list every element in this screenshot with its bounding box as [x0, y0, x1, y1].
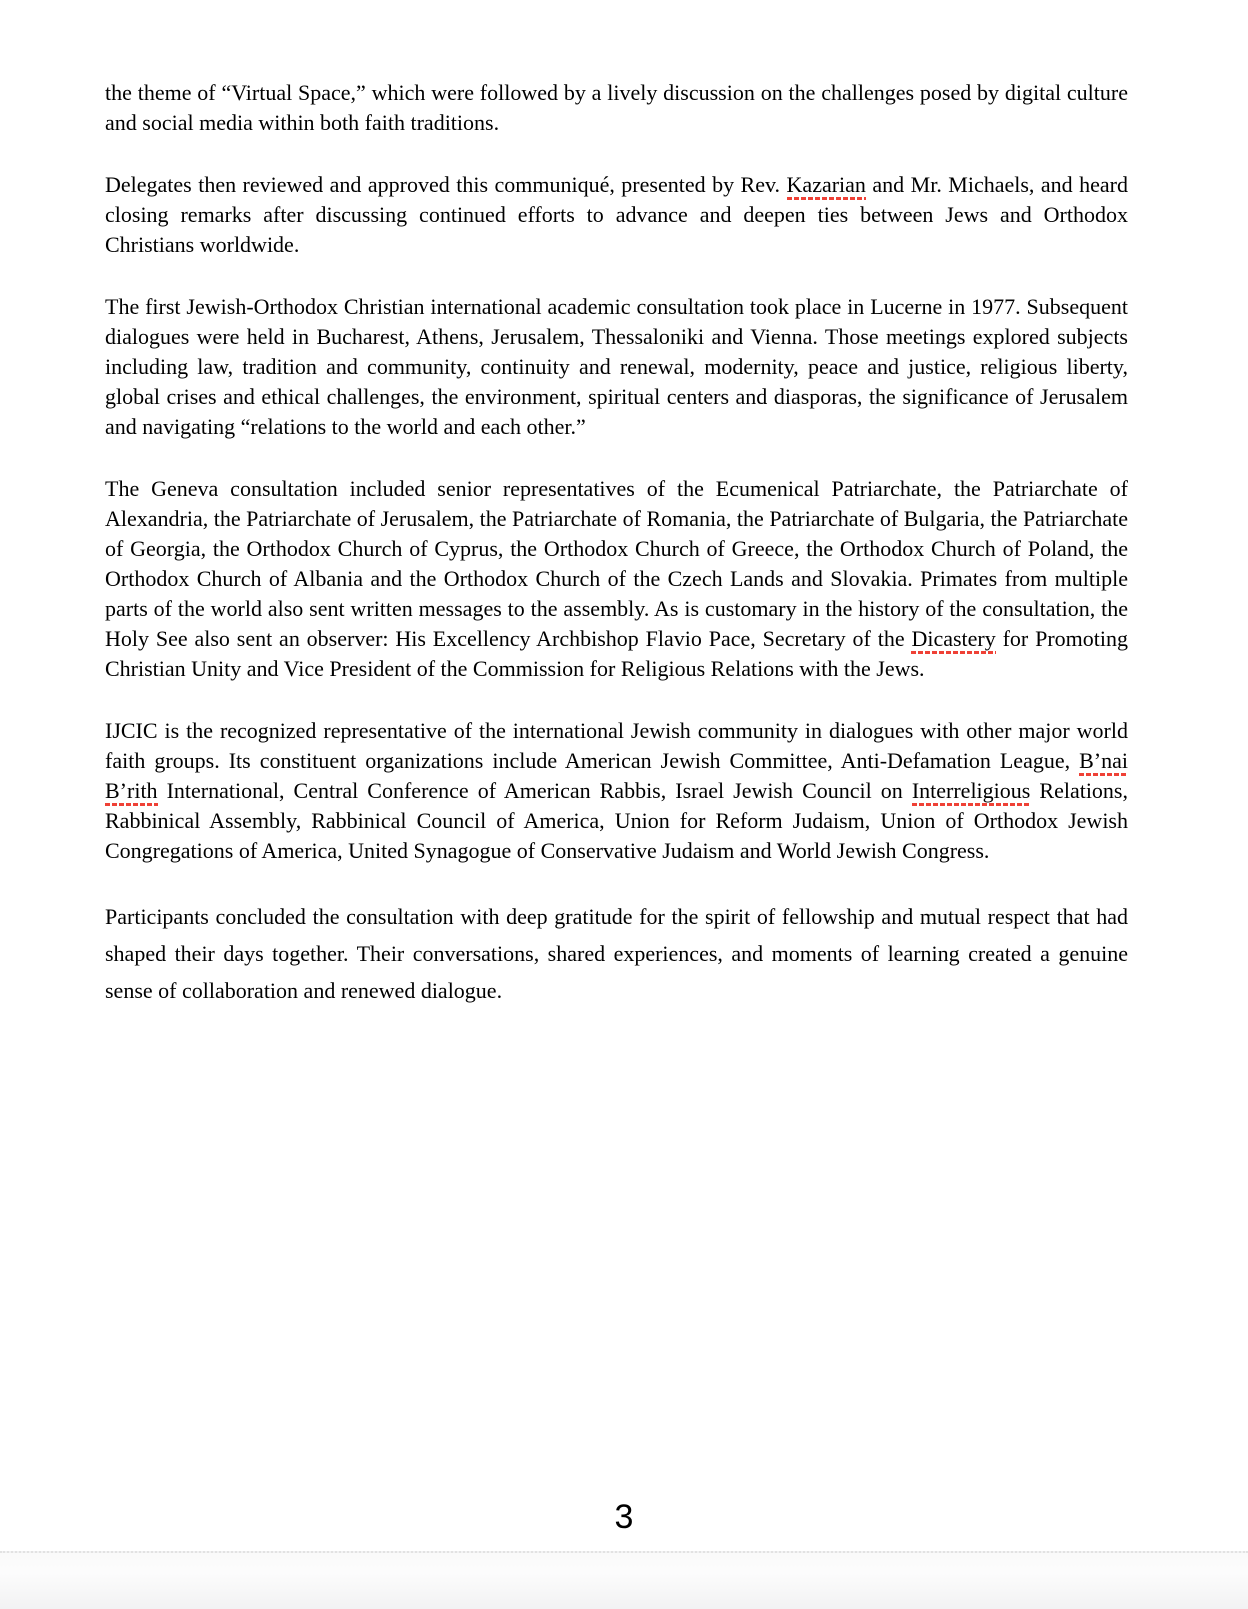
text-run: The first Jewish-Orthodox Christian international academic consultation took place in Lucerne in 1977. Subsequent dialogues were held in Bucharest, Athens, Jerusalem, Thessaloniki and Vienna. Those meetings explored subjects including law, tradition and community, continuity and renewal, modernity, peace and justice, religious liberty, global crises and ethical challenges, the environment, spiritual centers and diasporas, the significance of Jerusalem and navigating “relations to the world and each other.”: [105, 294, 1128, 439]
paragraph-6: [105, 898, 1128, 1009]
text-run: IJCIC is the recognized representative of the international Jewish community in dialogues with other major world faith groups. Its constituent organizations include American Jewish Committee, Anti-Defamation League,: [105, 718, 1128, 773]
page-number: 3: [614, 1498, 634, 1536]
misspelled-word: B’nai: [1079, 748, 1128, 776]
paragraph-4: [105, 474, 1128, 684]
text-run: Delegates then reviewed and approved this communiqué, presented by Rev.: [105, 172, 787, 197]
text-run: the theme of “Virtual Space,” which were followed by a lively discussion on the challenges posed by digital culture and social media within both faith traditions.: [105, 80, 1128, 135]
misspelled-word: B’rith: [105, 778, 158, 806]
misspelled-word: Interreligious: [912, 778, 1031, 806]
text-run: Participants concluded the consultation with deep gratitude for the spirit of fellowship and mutual respect that had shaped their days together. Their conversations, shared experiences, and moments of learning created a genuine sense of collaboration and renewed dialogue.: [105, 904, 1128, 1003]
misspelled-word: Kazarian: [787, 172, 866, 200]
text-run: Relations, Rabbinical Assembly, Rabbinical Council of America, Union for Reform Judaism, Union of Orthodox Jewish Congregations of America, United Synagogue of Conservative Judaism and World Jewish Congress.: [105, 778, 1128, 863]
misspelled-word: Dicastery: [911, 626, 995, 654]
text-run: International, Central Conference of American Rabbis, Israel Jewish Council on: [157, 778, 912, 803]
text-run: and Mr. Michaels, and heard closing remarks after discussing continued efforts to advance and deepen ties between Jews and Orthodox Christians worldwide.: [105, 172, 1129, 257]
page-bottom-edge: [0, 1551, 1248, 1609]
paragraph-2: [105, 170, 1128, 260]
document-body: [105, 78, 1128, 1041]
paragraph-5: [105, 716, 1128, 866]
paragraph-3: [105, 292, 1128, 442]
paragraph-1: [105, 78, 1128, 138]
text-run: The Geneva consultation included senior representatives of the Ecumenical Patriarchate, the Patriarchate of Alexandria, the Patriarchate of Jerusalem, the Patriarchate of Romania, the Patriarchate of Bulgaria, the Patriarchate of Georgia, the Orthodox Church of Cyprus, the Orthodox Church of Greece, the Orthodox Church of Poland, the Orthodox Church of Albania and the Orthodox Church of the Czech Lands and Slovakia. Primates from multiple parts of the world also sent written messages to the assembly. As is customary in the history of the consultation, the Holy See also sent an observer: His Excellency Archbishop Flavio Pace, Secretary of the: [105, 476, 1128, 651]
text-run: for Promoting Christian Unity and Vice President of the Commission for Religious Relations with the Jews.: [105, 626, 1128, 681]
